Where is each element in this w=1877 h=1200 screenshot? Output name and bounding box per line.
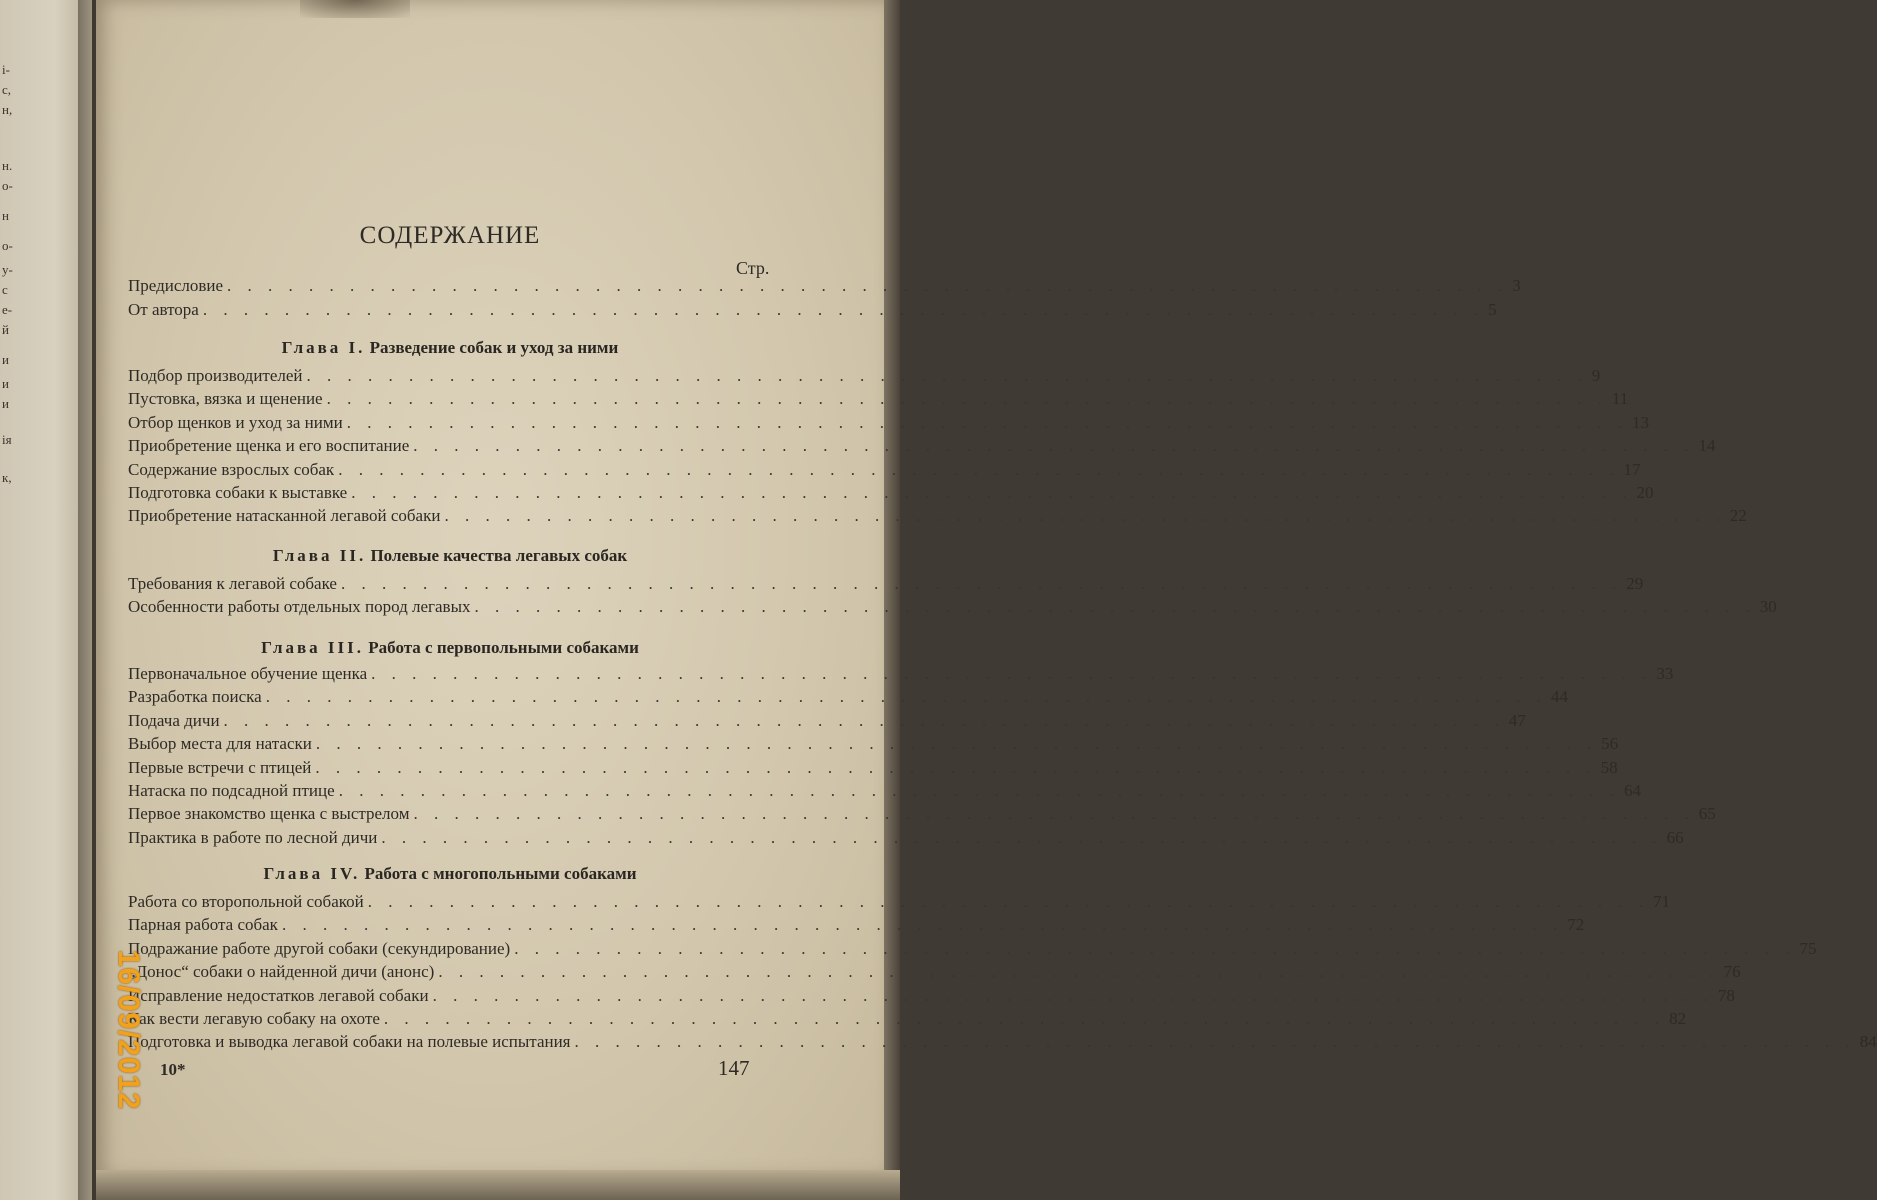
chapter-heading [130,338,770,358]
dot-leader: . . . . . . . . . . . . . . . . . . . . . . . . . . . . . . . . . . . . . . . . . . . . . . . . . . . . . . . . . . . . . . . [413,804,1695,823]
chapter-title: Работа с первопольными собаками [368,638,639,657]
toc-title: СОДЕРЖАНИЕ [359,222,541,249]
dot-leader: . . . . . . . . . . . . . . . . . . . . . . . . . . . . . . . . . . . . . . . . . . . . . . . . . . . . . . . . . . . . . . . [381,828,1663,847]
dot-leader: . . . . . . . . . . . . . . . . . . . . . . . . . . . . . . . . . . . . . . . . . . . . . . . . . . . . . . . . . . . . . . . [367,892,1650,911]
toc-entry-title: От автора [128,300,199,319]
dot-leader: . . . . . . . . . . . . . . . . . . . . . . . . . . . . . . . . . . . . . . . . . . . . . . . . . . . . . . . . . . . . . . . [315,758,1597,777]
toc-entry [128,483,1654,505]
dot-leader: . . . . . . . . . . . . . . . . . . . . . . . . . . . . . . . . . . . . . . . . . . . . . . . . . . . . . . . . . . . . . . . [338,460,1620,479]
toc-entry [128,804,1716,826]
toc-entry [128,1032,1877,1054]
toc-entry-page: 76 [1723,962,1741,981]
toc-entry [128,962,1741,984]
chapter-label: Глава III. [261,638,365,657]
toc-entry [128,597,1777,619]
toc-entry [128,687,1568,709]
dot-leader: . . . . . . . . . . . . . . . . . . . . . . . . . . . . . . . . . . . . . . . . . . . . . . . . . . . . . . . . . . . . . . . [340,574,1623,593]
toc-entry-page: 66 [1666,828,1684,847]
toc-entry-title: Подача дичи [128,711,220,730]
dot-leader: . . . . . . . . . . . . . . . . . . . . . . . . . . . . . . . . . . . . . . . . . . . . . . . . . . . . . . . . . . . . . . . [223,711,1505,730]
toc-entry-title: Работа со второпольной собакой [128,892,364,911]
top-shadow [300,0,410,18]
left-page-fragment: у- [2,262,13,277]
chapter-label: Глава IV. [263,864,361,883]
toc-entry [128,892,1671,914]
left-page-fragment: о- [2,178,13,193]
toc-entry-title: Подготовка собаки к выставке [128,483,348,502]
toc-entry-title: Пустовка, вязка и щенение [128,389,323,408]
toc-entry-title: Первые встречи с птицей [128,758,312,777]
left-page-fragment: и [2,352,9,367]
chapter-title: Разведение собак и уход за ними [369,338,619,357]
toc-entry-title: Разработка поиска [128,687,262,706]
toc-entry-title: Содержание взрослых собак [128,460,335,479]
left-page-fragment: к, [2,470,12,485]
toc-entry-page: 58 [1600,758,1618,777]
dot-leader: . . . . . . . . . . . . . . . . . . . . . . . . . . . . . . . . . . . . . . . . . . . . . . . . . . . . . . . . . . . . . . . [202,300,1485,319]
toc-entry-page: 14 [1698,436,1716,455]
dot-leader: . . . . . . . . . . . . . . . . . . . . . . . . . . . . . . . . . . . . . . . . . . . . . . . . . . . . . . . . . . . . . . . [432,986,1714,1005]
dot-leader: . . . . . . . . . . . . . . . . . . . . . . . . . . . . . . . . . . . . . . . . . . . . . . . . . . . . . . . . . . . . . . . [383,1009,1666,1028]
dot-leader: . . . . . . . . . . . . . . . . . . . . . . . . . . . . . . . . . . . . . . . . . . . . . . . . . . . . . . . . . . . . . . . [315,734,1598,753]
dot-leader: . . . . . . . . . . . . . . . . . . . . . . . . . . . . . . . . . . . . . . . . . . . . . . . . . . . . . . . . . . . . . . . [514,939,1796,958]
date-stamp-text: 16/09/2012 [112,949,145,1111]
left-page-fragment: и [2,396,9,411]
toc-entry-page: 9 [1591,366,1601,385]
toc-entry [128,574,1644,596]
left-page-fragment: ія [2,432,12,447]
dot-leader: . . . . . . . . . . . . . . . . . . . . . . . . . . . . . . . . . . . . . . . . . . . . . . . . . . . . . . . . . . . . . . . [346,413,1628,432]
toc-entry-title: Особенности работы отдельных пород легавых [128,597,471,616]
pages-column-label: Стр. [736,258,770,278]
left-page-fragment: о- [2,238,13,253]
toc-entry-page: 22 [1729,506,1747,525]
dot-leader: . . . . . . . . . . . . . . . . . . . . . . . . . . . . . . . . . . . . . . . . . . . . . . . . . . . . . . . . . . . . . . . [444,506,1726,525]
toc-entry-title: Как вести легавую собаку на охоте [128,1009,380,1028]
toc-entry [128,300,1497,322]
left-page-fragment: н. [2,158,13,173]
toc-entry-title: Первоначальное обучение щенка [128,664,368,683]
toc-entry-title: Приобретение натасканной легавой собаки [128,506,441,525]
toc-entry-page: 82 [1669,1009,1687,1028]
toc-entry-title: Подбор производителей [128,366,303,385]
toc-entry-page: 71 [1653,892,1671,911]
toc-entry-page: 56 [1601,734,1619,753]
signature-mark: 10* [160,1060,186,1079]
toc-entry [128,1009,1687,1031]
toc-entry [128,986,1735,1008]
toc-entry-title: Натаска по подсадной птице [128,781,335,800]
dot-leader: . . . . . . . . . . . . . . . . . . . . . . . . . . . . . . . . . . . . . . . . . . . . . . . . . . . . . . . . . . . . . . . [438,962,1720,981]
toc-entry-title: Требования к легавой собаке [128,574,337,593]
toc-entry [128,389,1629,411]
camera-date-stamp [110,935,146,1125]
chapter-title: Полевые качества легавых собак [370,546,628,565]
chapter-label: Глава I. [281,338,366,357]
toc-entry-page: 72 [1567,915,1585,934]
toc-entry-page: 84 [1859,1032,1877,1051]
toc-entry [128,734,1619,756]
toc-entry [128,781,1641,803]
chapter-heading [130,864,770,884]
toc-entry [128,664,1674,686]
toc-entry [128,828,1684,850]
chapter-label: Глава II. [272,546,367,565]
dot-leader: . . . . . . . . . . . . . . . . . . . . . . . . . . . . . . . . . . . . . . . . . . . . . . . . . . . . . . . . . . . . . . . [371,664,1653,683]
toc-entry-page: 11 [1611,389,1629,408]
toc-entry-page: 20 [1636,483,1654,502]
left-page-fragment: й [2,322,9,337]
chapter-title: Работа с многопольными собаками [364,864,637,883]
dot-leader: . . . . . . . . . . . . . . . . . . . . . . . . . . . . . . . . . . . . . . . . . . . . . . . . . . . . . . . . . . . . . . . [281,915,1564,934]
toc-entry-title: Подражание работе другой собаки (секундирование) [128,939,511,958]
toc-entry [128,276,1521,298]
dot-leader: . . . . . . . . . . . . . . . . . . . . . . . . . . . . . . . . . . . . . . . . . . . . . . . . . . . . . . . . . . . . . . . [265,687,1547,706]
toc-entry-title: Подготовка и выводка легавой собаки на полевые испытания [128,1032,571,1051]
toc-entry [128,915,1585,937]
toc-entry [128,460,1641,482]
toc-entry [128,758,1618,780]
dot-leader: . . . . . . . . . . . . . . . . . . . . . . . . . . . . . . . . . . . . . . . . . . . . . . . . . . . . . . . . . . . . . . . [413,436,1695,455]
toc-entry-title: „Донос“ собаки о найденной дичи (анонс) [128,962,435,981]
toc-entry-title: Исправление недостатков легавой собаки [128,986,429,1005]
toc-entry-page: 65 [1698,804,1716,823]
dot-leader: . . . . . . . . . . . . . . . . . . . . . . . . . . . . . . . . . . . . . . . . . . . . . . . . . . . . . . . . . . . . . . . [351,483,1633,502]
toc-entry [128,436,1716,458]
toc-entry-page: 47 [1508,711,1526,730]
toc-entry-page: 33 [1656,664,1674,683]
toc-entry [128,939,1817,961]
chapter-heading [130,638,770,658]
left-page-fragment: и [2,376,9,391]
toc-entry-page: 30 [1759,597,1777,616]
left-page-fragment: і- [2,62,10,77]
left-page-fragment: н, [2,102,13,117]
toc-entry-title: Практика в работе по лесной дичи [128,828,378,847]
dot-leader: . . . . . . . . . . . . . . . . . . . . . . . . . . . . . . . . . . . . . . . . . . . . . . . . . . . . . . . . . . . . . . . [227,276,1509,295]
left-page-fragment: с [2,282,8,297]
toc-entry-page: 17 [1623,460,1641,479]
toc-entry-page: 13 [1631,413,1649,432]
left-page-fragment: н [2,208,9,223]
toc-entry [128,366,1601,388]
toc-entry-page: 3 [1512,276,1521,295]
toc-entry-page: 29 [1626,574,1644,593]
toc-entry [128,711,1526,733]
toc-entry-page: 78 [1717,986,1735,1005]
toc-entry [128,413,1649,435]
toc-entry [128,506,1747,528]
left-page-fragment: е- [2,302,13,317]
toc-entry-page: 75 [1799,939,1817,958]
page-bottom-edge [96,1170,900,1200]
toc-entry-page: 44 [1550,687,1568,706]
left-page-fragment: с, [2,82,12,97]
toc-entry-page: 5 [1488,300,1497,319]
toc-entry-title: Парная работа собак [128,915,278,934]
dot-leader: . . . . . . . . . . . . . . . . . . . . . . . . . . . . . . . . . . . . . . . . . . . . . . . . . . . . . . . . . . . . . . . [326,389,1608,408]
toc-entry-title: Выбор места для натаски [128,734,312,753]
toc-entry-title: Предисловие [128,276,224,295]
toc-entry-title: Отбор щенков и уход за ними [128,413,343,432]
toc-entry-title: Приобретение щенка и его воспитание [128,436,410,455]
dot-leader: . . . . . . . . . . . . . . . . . . . . . . . . . . . . . . . . . . . . . . . . . . . . . . . . . . . . . . . . . . . . . . . [574,1032,1856,1051]
dot-leader: . . . . . . . . . . . . . . . . . . . . . . . . . . . . . . . . . . . . . . . . . . . . . . . . . . . . . . . . . . . . . . . [306,366,1588,385]
dot-leader: . . . . . . . . . . . . . . . . . . . . . . . . . . . . . . . . . . . . . . . . . . . . . . . . . . . . . . . . . . . . . . . [474,597,1756,616]
page-number: 147 [718,1056,750,1080]
toc-entry-title: Первое знакомство щенка с выстрелом [128,804,410,823]
chapter-heading [130,546,770,566]
dot-leader: . . . . . . . . . . . . . . . . . . . . . . . . . . . . . . . . . . . . . . . . . . . . . . . . . . . . . . . . . . . . . . . [338,781,1620,800]
toc-entry-page: 64 [1623,781,1641,800]
